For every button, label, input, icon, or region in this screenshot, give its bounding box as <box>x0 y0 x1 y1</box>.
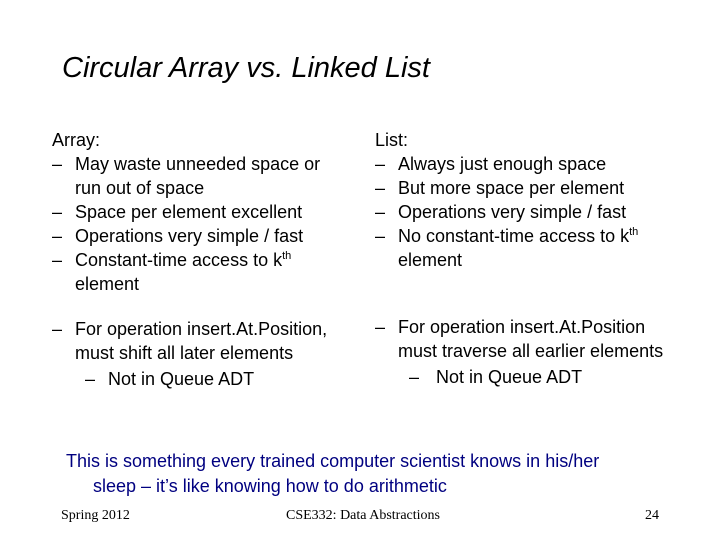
bullet-text: Space per element excellent <box>75 202 303 222</box>
bullet-dash: – <box>375 178 386 198</box>
list-heading: List: <box>375 130 409 150</box>
bullet-text: Operations very simple / fast <box>398 202 627 222</box>
array-column <box>52 128 362 391</box>
array-heading: Array: <box>52 130 101 150</box>
bullet-dash: – <box>52 250 63 270</box>
array-sub-bullet <box>52 367 362 391</box>
bullet-dash: – <box>52 154 63 174</box>
bullet-text: Not in Queue ADT <box>436 367 583 387</box>
footer-course: CSE332: Data Abstractions <box>286 508 440 523</box>
superscript: th <box>629 226 639 238</box>
bullet-dash: – <box>52 226 63 246</box>
bullet-dash: – <box>375 154 386 174</box>
bullet-text: But more space per element <box>398 178 625 198</box>
note-line-1: This is something every trained computer scientist knows in his/her <box>66 451 600 471</box>
list-insert-bullet <box>375 315 710 363</box>
bullet-text-cont: run out of space <box>75 178 205 198</box>
array-bullet-2 <box>52 200 362 224</box>
list-sub-bullet <box>375 365 710 389</box>
note-line-2: sleep – it’s like knowing how to do arithmetic <box>93 476 447 496</box>
bullet-text: Not in Queue ADT <box>108 369 255 389</box>
bullet-text-cont: must shift all later elements <box>75 343 294 363</box>
bullet-text: Operations very simple / fast <box>75 226 304 246</box>
bullet-text <box>398 224 710 248</box>
bullet-text: May waste unneeded space or <box>75 154 321 174</box>
bullet-dash: – <box>52 202 63 222</box>
footer-page-number: 24 <box>645 508 659 523</box>
list-bullet-1 <box>375 152 710 176</box>
bullet-text <box>75 248 362 272</box>
bullet-text-main: Constant-time access to k <box>75 250 283 270</box>
bullet-dash: – <box>375 226 386 246</box>
list-bullet-3 <box>375 200 710 224</box>
list-bullet-4 <box>375 224 710 272</box>
closing-note <box>66 449 686 499</box>
array-bullet-4 <box>52 248 362 296</box>
list-column <box>375 128 710 389</box>
slide-title: Circular Array vs. Linked List <box>62 52 430 84</box>
bullet-dash: – <box>85 369 96 389</box>
bullet-dash: – <box>409 367 420 387</box>
footer-date: Spring 2012 <box>61 508 130 523</box>
array-insert-bullet <box>52 317 362 365</box>
bullet-text: For operation insert.At.Position, <box>75 319 328 339</box>
bullet-text: For operation insert.At.Position <box>398 317 646 337</box>
bullet-text-cont: must traverse all earlier elements <box>398 341 664 361</box>
bullet-dash: – <box>375 317 386 337</box>
bullet-text-main: No constant-time access to k <box>398 226 630 246</box>
bullet-dash: – <box>52 319 63 339</box>
list-bullet-2 <box>375 176 710 200</box>
bullet-dash: – <box>375 202 386 222</box>
bullet-text: Always just enough space <box>398 154 607 174</box>
bullet-text-cont: element <box>75 274 140 294</box>
array-bullet-1 <box>52 152 362 200</box>
bullet-text-cont: element <box>398 250 463 270</box>
superscript: th <box>282 250 292 262</box>
array-bullet-3 <box>52 224 362 248</box>
